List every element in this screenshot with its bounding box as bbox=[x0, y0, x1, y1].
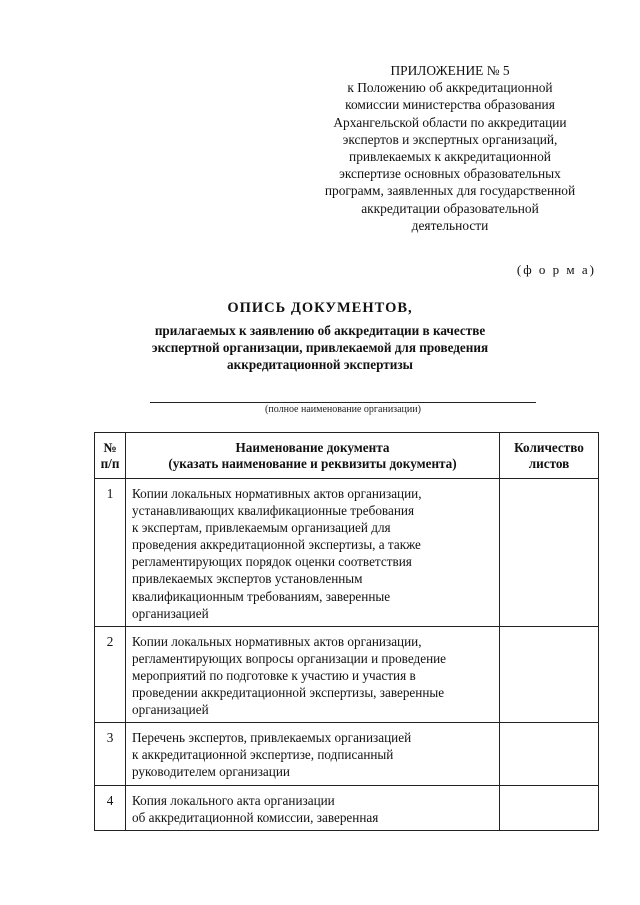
row-line: мероприятий по подготовке к участию и участия в bbox=[132, 667, 416, 683]
row-line: устанавливающих квалификационные требования bbox=[132, 503, 415, 519]
appendix-line: Архангельской области по аккредитации bbox=[333, 114, 567, 130]
row-line: Копии локальных нормативных актов организации, bbox=[132, 633, 422, 649]
row-line: проведении аккредитационной экспертизы, заверенные bbox=[132, 685, 445, 701]
row-line: квалификационным требованиям, заверенные bbox=[132, 588, 391, 604]
form-label: (ф о р м а) bbox=[516, 262, 596, 277]
appendix-line: к Положению об аккредитационной bbox=[347, 80, 553, 96]
row-number: 3 bbox=[95, 723, 126, 785]
row-line: к экспертам, привлекаемым организацией для bbox=[132, 520, 391, 536]
header-name bbox=[126, 433, 500, 479]
row-line: Перечень экспертов, привлекаемых организацией bbox=[132, 730, 412, 746]
table-header-row bbox=[95, 433, 599, 479]
row-document-name bbox=[126, 479, 500, 627]
header-num-line: № bbox=[103, 440, 117, 455]
appendix-line: экспертизе основных образовательных bbox=[339, 166, 561, 182]
header-name-line: (указать наименование и реквизиты документа) bbox=[168, 456, 457, 471]
appendix-line: аккредитации образовательной bbox=[361, 200, 539, 216]
organization-name-field[interactable] bbox=[150, 402, 536, 403]
row-number: 2 bbox=[95, 626, 126, 722]
appendix-line: экспертов и экспертных организаций, bbox=[342, 131, 558, 147]
documents-table bbox=[94, 432, 599, 831]
row-document-name bbox=[126, 723, 500, 785]
subtitle-line: экспертной организации, привлекаемой для проведения bbox=[151, 340, 489, 355]
row-sheet-count[interactable] bbox=[500, 479, 599, 627]
subtitle-line: аккредитационной экспертизы bbox=[227, 357, 413, 372]
row-line: проведения аккредитационной экспертизы, а также bbox=[132, 537, 421, 553]
document-subtitle bbox=[90, 322, 550, 373]
row-sheet-count[interactable] bbox=[500, 785, 599, 830]
table-row bbox=[95, 785, 599, 830]
appendix-line: программ, заявленных для государственной bbox=[324, 183, 576, 199]
appendix-line: комиссии министерства образования bbox=[345, 97, 555, 113]
row-line: организацией bbox=[132, 702, 209, 718]
row-line: Копии локальных нормативных актов организации, bbox=[132, 486, 422, 501]
header-qty-line: Количество bbox=[514, 440, 584, 455]
row-line: Копия локального акта организации bbox=[132, 792, 335, 808]
header-num bbox=[95, 433, 126, 479]
row-line: привлекаемых экспертов установленным bbox=[132, 571, 363, 587]
table-row bbox=[95, 723, 599, 785]
appendix-line: деятельности bbox=[411, 217, 489, 233]
header-num-line: п/п bbox=[100, 456, 120, 471]
table-row bbox=[95, 626, 599, 722]
appendix-block bbox=[300, 62, 600, 234]
row-line: об аккредитационной комиссии, заверенная bbox=[132, 809, 379, 825]
row-line: организацией bbox=[132, 605, 209, 621]
header-name-line: Наименование документа bbox=[235, 440, 390, 455]
header-qty-line: листов bbox=[528, 456, 570, 471]
document-title: ОПИСЬ ДОКУМЕНТОВ, bbox=[227, 300, 413, 316]
row-line: руководителем организации bbox=[132, 764, 290, 780]
row-number: 4 bbox=[95, 785, 126, 830]
row-sheet-count[interactable] bbox=[500, 626, 599, 722]
row-line: к аккредитационной экспертизе, подписанный bbox=[132, 747, 394, 763]
header-qty bbox=[500, 433, 599, 479]
row-sheet-count[interactable] bbox=[500, 723, 599, 785]
row-line: регламентирующих порядок оценки соответствия bbox=[132, 554, 412, 570]
row-number: 1 bbox=[95, 479, 126, 627]
appendix-line: привлекаемых к аккредитационной bbox=[349, 149, 551, 165]
appendix-line: ПРИЛОЖЕНИЕ № 5 bbox=[390, 63, 510, 78]
table-row bbox=[95, 479, 599, 627]
subtitle-line: прилагаемых к заявлению об аккредитации в качестве bbox=[154, 323, 486, 338]
row-document-name bbox=[126, 785, 500, 830]
row-document-name bbox=[126, 626, 500, 722]
organization-name-caption: (полное наименование организации) bbox=[265, 404, 421, 415]
row-line: регламентирующих вопросы организации и проведение bbox=[132, 650, 447, 666]
